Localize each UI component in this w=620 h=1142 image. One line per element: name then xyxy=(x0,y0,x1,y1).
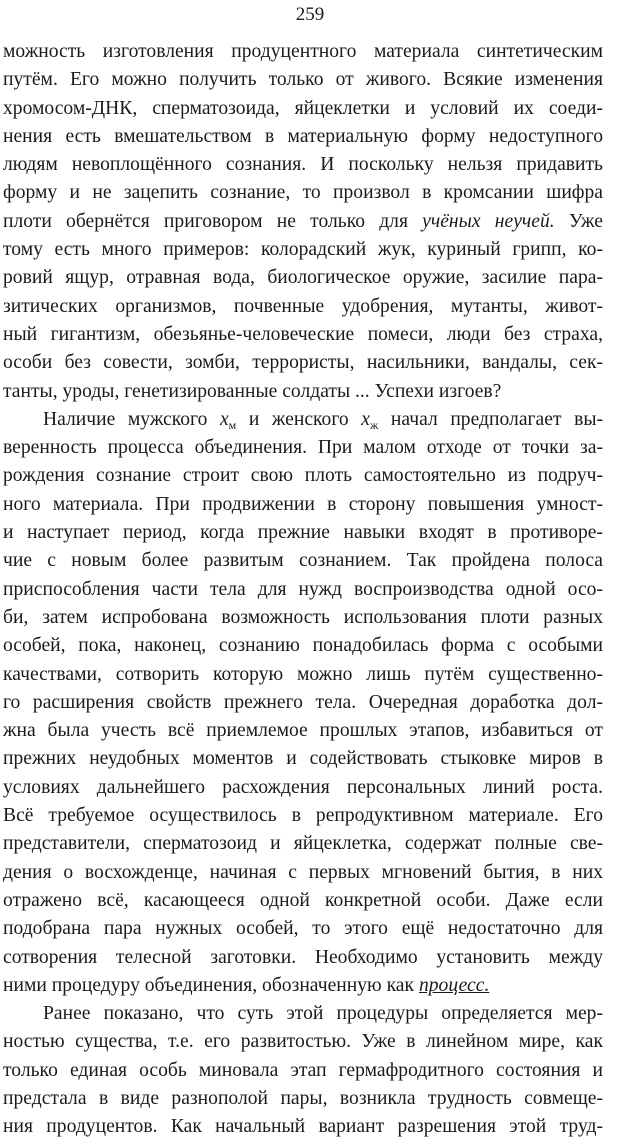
text-line: Всё требуемое осуществилось в репродуктивном материале. Его xyxy=(3,805,603,827)
text-line: рождения сознание строит свою плоть самостоятельно из подруч- xyxy=(3,465,603,487)
text-line: ностью существа, т.е. его развитостью. Уже в линейном мире, как xyxy=(3,1031,603,1053)
text-line: особей, пока, наконец, сознанию понадобилась форма с особыми xyxy=(3,635,603,657)
paragraph-1 xyxy=(3,38,603,406)
text-segment: Уже xyxy=(568,210,603,232)
text-line: условиях дальнейшего расхождения персональных линий роста. xyxy=(3,776,603,798)
text-line: особи без совести, зомби, террористы, насильники, вандалы, сек- xyxy=(3,352,603,374)
text-line: тому есть много примеров: колорадский жук, куриный грипп, ко- xyxy=(3,239,603,261)
text-line: танты, уроды, генетизированные солдаты ... Успехи изгоев? xyxy=(3,380,502,402)
text-segment: Наличие мужского xyxy=(43,408,208,430)
italic-phrase: учёных неучей. xyxy=(422,210,555,232)
text-line: дения о восхожденце, начиная с первых мгновений бытия, в них xyxy=(3,861,603,883)
text-line: предстала в виде разнополой пары, возникла трудность совмеще- xyxy=(3,1087,603,1109)
text-line: представители, сперматозоид и яйцеклетка, содержат полные све- xyxy=(3,833,603,855)
variable-x-male: $x_м$ xyxy=(219,408,237,432)
text-line: сотворения телесной заготовки. Необходимо установить между xyxy=(3,946,603,968)
text-line: го расширения свойств прежнего тела. Очередная доработка дол- xyxy=(3,691,603,713)
underlined-term: процесс. xyxy=(418,974,490,996)
text-segment: ними процедуру объединения, обозначенную как xyxy=(3,974,415,996)
page-text xyxy=(3,38,603,1142)
text-line xyxy=(3,208,603,236)
text-line: и наступает период, когда прежние навыки входят в противоре- xyxy=(3,522,603,544)
text-segment: плоти обернётся приговором не только для xyxy=(3,210,408,232)
text-line xyxy=(3,972,603,1000)
text-line: хромосом-ДНК, сперматозоида, яйцеклетки и условий их соеди- xyxy=(3,97,603,119)
text-line: Ранее показано, что суть этой процедуры определяется мер- xyxy=(43,1003,603,1025)
text-line: форму и не зацепить сознание, то произвол в кромсании шифра xyxy=(3,182,603,204)
text-line xyxy=(3,406,603,434)
subscript-zh: ж xyxy=(369,417,379,432)
text-segment: начал предполагает вы- xyxy=(390,408,604,430)
text-line: зитических организмов, почвенные удобрения, мутанты, живот- xyxy=(3,295,603,317)
text-line: би, затем испробована возможность использования плоти разных xyxy=(3,606,603,628)
paragraph-3 xyxy=(3,1000,603,1141)
page-number: 259 xyxy=(295,4,325,25)
subscript-m: м xyxy=(228,417,237,432)
paragraph-2 xyxy=(3,406,603,1000)
text-line: отражено всё, касающееся одной конкретной особи. Даже если xyxy=(3,889,603,911)
text-line: ния продуцентов. Как начальный вариант разрешения этой труд- xyxy=(3,1116,603,1138)
text-line: ный гигантизм, обезьянье-человеческие помеси, люди без страха, xyxy=(3,323,603,345)
text-line: чие с новым более развитым сознанием. Так пройдена полоса xyxy=(3,550,603,572)
text-line: нения есть вмешательством в материальную форму недоступного xyxy=(3,125,603,147)
text-line: приспособления части тела для нужд воспроизводства одной осо- xyxy=(3,578,603,600)
text-line: только единая особь миновала этап гермафродитного состояния и xyxy=(3,1059,603,1081)
text-line: прежних неудобных моментов и содействовать стыковке миров в xyxy=(3,748,603,770)
text-line: подобрана пара нужных особей, то этого ещё недостаточно для xyxy=(3,918,603,940)
text-line: можность изготовления продуцентного материала синтетическим xyxy=(3,41,603,62)
text-segment: и женского xyxy=(248,408,349,430)
text-line: путём. Его можно получить только от живого. Всякие изменения xyxy=(3,69,603,91)
text-line: ровий ящур, отравная вода, биологическое оружие, засилие пара- xyxy=(3,267,603,289)
text-line: ного материала. При продвижении в сторону повышения умност- xyxy=(3,493,603,515)
text-line: людям невоплощённого сознания. И поскольку нельзя придавить xyxy=(3,154,603,176)
text-line: веренность процесса объединения. При малом отходе от точки за- xyxy=(3,437,603,459)
text-line: качествами, сотворить которую можно лишь путём существенно- xyxy=(3,663,603,685)
text-line: жна была учесть всё приемлемое прошлых этапов, избавиться от xyxy=(3,720,603,742)
variable-x-female: $x_ж$ xyxy=(361,408,379,432)
